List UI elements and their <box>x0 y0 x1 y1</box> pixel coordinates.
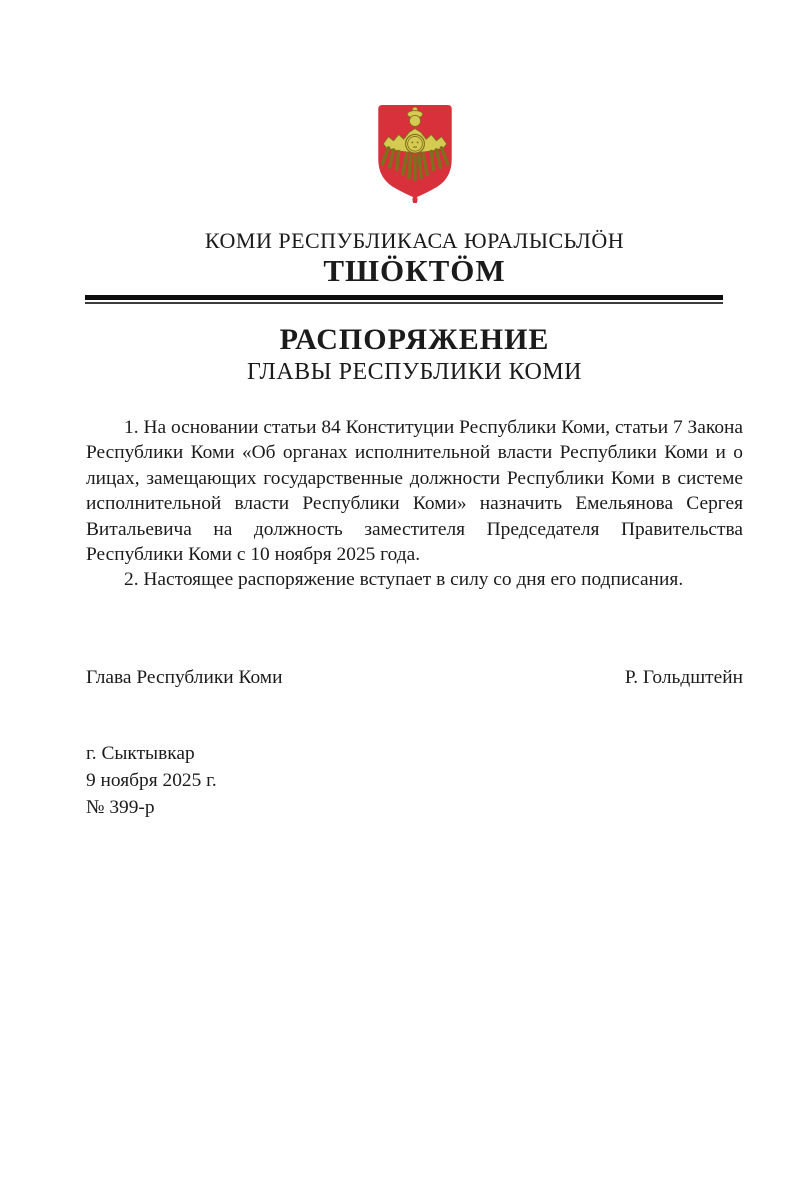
signer-name: Р. Гольдштейн <box>624 666 743 688</box>
signature-row <box>86 665 743 690</box>
komi-coat-of-arms-icon <box>376 103 454 203</box>
document-body <box>86 415 743 593</box>
document-title: РАСПОРЯЖЕНИЕ <box>279 323 550 356</box>
body-paragraph-2: 2. Настоящее распоряжение вступает в силу со дня его подписания. <box>124 569 684 591</box>
body-paragraph-1: 1. На основании статьи 84 Конституции Республики Коми, статьи 7 Закона Республики Коми «Об органах исполнительной власти Республики Коми и о лицах, замещающих государственные должности Республики Коми в системе исполнительной власти Республики Коми» назначить Емельянова Сергея Витальевича на должность заместителя Председателя Правительства Республики Коми с 10 ноября 2025 года. <box>86 417 743 566</box>
footer-city: г. Сыктывкар <box>86 742 195 764</box>
footer-block <box>86 740 743 821</box>
double-horizontal-rule <box>85 295 723 304</box>
footer-date: 9 ноября 2025 г. <box>86 769 217 791</box>
document-subtitle: ГЛАВЫ РЕСПУБЛИКИ КОМИ <box>246 359 582 385</box>
signer-position: Глава Республики Коми <box>86 666 283 688</box>
emblem-container <box>86 0 743 208</box>
org-doc-type-komi: ТШÖКТÖМ <box>323 253 506 288</box>
org-name-line: КОМИ РЕСПУБЛИКАСА ЮРАЛЫСЬЛÖН <box>204 228 625 253</box>
footer-number: № 399-р <box>86 796 155 818</box>
document-content <box>86 0 743 821</box>
